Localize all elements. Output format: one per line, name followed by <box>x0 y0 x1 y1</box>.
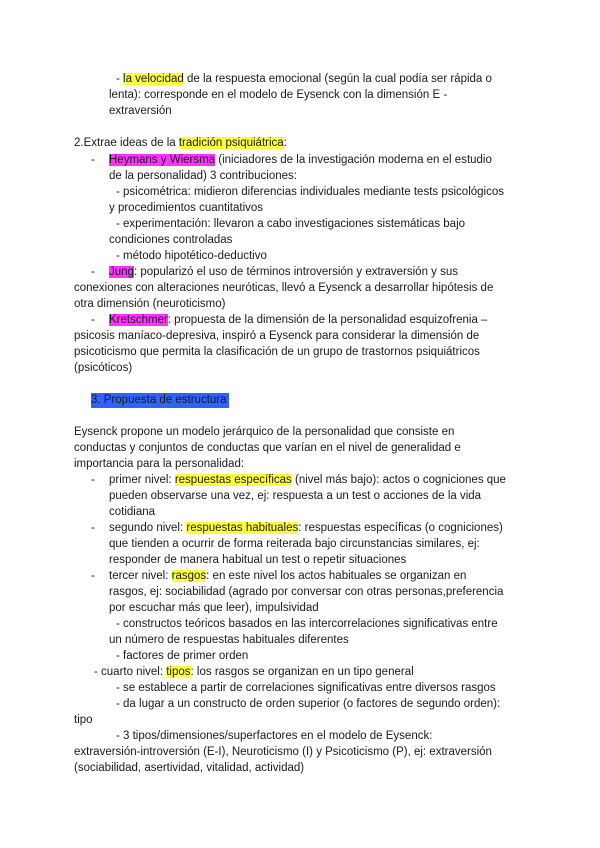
level3-line-3: por escuchar más que leer), impulsividad <box>109 602 319 614</box>
kretschmer-rest: : propuesta de la dimensión de la personalidad esquizofrenia – <box>167 314 488 326</box>
heymans-line <box>109 153 492 168</box>
speed-line-3: extraversión <box>109 105 172 117</box>
level3-line <box>109 569 466 584</box>
level3-highlight: rasgos <box>171 570 207 582</box>
level4-sub3-line-1: - 3 tipos/dimensiones/superfactores en el modelo de Eysenck: <box>116 730 433 742</box>
level4-sub3-line-2: extraversión-introversión (E-I), Neuroticismo (I) y Psicoticismo (P), ej: extraversión <box>74 746 492 758</box>
level3-rest: : en este nivel los actos habituales se organizan en <box>206 570 467 582</box>
level1-prefix: primer nivel: <box>109 474 175 486</box>
jung-line <box>109 265 458 280</box>
jung-line-3: otra dimensión (neuroticismo) <box>74 298 226 310</box>
speed-highlight: la velocidad <box>123 73 184 85</box>
heymans-bullet: - <box>91 154 95 166</box>
level4-sub2-line-1: - da lugar a un constructo de orden superior (o factores de segundo orden): <box>116 698 501 710</box>
level2-bullet: - <box>91 522 95 534</box>
level1-line-2: pueden observarse una vez, ej: respuesta a un test o acciones de la vida <box>109 490 482 502</box>
level1-rest: (nivel más bajo): actos o cogniciones que <box>291 474 506 486</box>
jung-highlight: Jung <box>109 266 134 278</box>
jung-line-2: conexiones con alteraciones neuróticas, llevó a Eysenck a desarrollar hipótesis de <box>74 282 494 294</box>
level4-sub3-line-3: (sociabilidad, asertividad, vitalidad, actividad) <box>74 762 305 774</box>
level4-line <box>94 665 414 680</box>
level3-sub1-line-1: - constructos teóricos basados en las intercorrelaciones significativas entre <box>116 618 498 630</box>
level1-line-3: cotidiana <box>109 506 156 518</box>
kretschmer-line-4: (psicóticos) <box>74 362 133 374</box>
experimentacion-line: - experimentación: llevaron a cabo investigaciones sistemáticas bajo <box>116 218 466 230</box>
kretschmer-line-3: psicoticismo que permita la clasificación de un grupo de trastornos psiquiátricos <box>74 346 480 358</box>
psicometrica-line: - psicométrica: midieron diferencias individuales mediante tests psicológicos <box>116 186 504 198</box>
level2-prefix: segundo nivel: <box>109 522 187 534</box>
level1-line <box>109 473 506 488</box>
jung-rest: : popularizó el uso de términos introversión y extraversión y sus <box>133 266 459 278</box>
level3-prefix: tercer nivel: <box>109 570 172 582</box>
level4-sub1: - se establece a partir de correlaciones significativas entre diversos rasgos <box>116 682 496 694</box>
kretschmer-highlight: Kretschmer <box>109 314 168 326</box>
level2-line-3: responder de manera habitual un test o repetir situaciones <box>109 554 407 566</box>
level2-rest: : respuestas específicas (o cogniciones) <box>298 522 503 534</box>
level4-highlight: tipos <box>166 666 191 678</box>
level4-rest: : los rasgos se organizan en un tipo general <box>190 666 414 678</box>
heymans-line-2: de la personalidad) 3 contribuciones: <box>109 170 297 182</box>
level3-line-2: rasgos, ej: sociabilidad (agrado por conversar con otras personas,preferencia <box>109 586 504 598</box>
level3-bullet: - <box>91 570 95 582</box>
level1-highlight: respuestas específicas <box>174 474 292 486</box>
level2-line <box>109 521 503 536</box>
kretschmer-line <box>109 313 487 328</box>
jung-bullet: - <box>91 266 95 278</box>
level4-sub2-line-2: tipo <box>74 714 93 726</box>
metodo-line: - método hipotético-deductivo <box>116 250 267 262</box>
heymans-rest: (iniciadores de la investigación moderna en el estudio <box>215 154 492 166</box>
section2-heading-prefix: 2.Extrae ideas de la <box>74 137 179 149</box>
kretschmer-bullet: - <box>91 314 95 326</box>
level3-sub1-line-2: un número de respuestas habituales diferentes <box>109 634 349 646</box>
speed-prefix: - <box>116 73 124 85</box>
level3-sub2: - factores de primer orden <box>116 650 249 662</box>
section3-intro-line-3: importancia para la personalidad: <box>74 458 245 470</box>
level2-line-2: que tienden a ocurrir de forma reiterada bajo circunstancias similares, ej: <box>109 538 480 550</box>
level2-highlight: respuestas habituales <box>186 522 299 534</box>
section2-heading-suffix: : <box>283 137 287 149</box>
section3-heading: 3. Propuesta de estructura <box>91 394 227 406</box>
speed-line-2: lenta): corresponde en el modelo de Eysenck con la dimensión E - <box>109 89 448 101</box>
heymans-highlight: Heymans y Wiersma <box>109 154 216 166</box>
section2-heading <box>74 136 287 151</box>
section3-intro-line-2: conductas y conjuntos de conductas que varían en el nivel de generalidad e <box>74 442 461 454</box>
section2-heading-highlight: tradición psiquiátrica <box>178 137 284 149</box>
speed-line <box>116 72 492 87</box>
experimentacion-line-2: condiciones controladas <box>109 234 233 246</box>
kretschmer-line-2: psicosis maníaco-depresiva, inspiró a Eysenck para considerar la dimensión de <box>74 330 480 342</box>
level1-bullet: - <box>91 474 95 486</box>
psicometrica-line-2: y procedimientos cuantitativos <box>109 202 264 214</box>
speed-rest: de la respuesta emocional (según la cual podía ser rápida o <box>183 73 492 85</box>
section3-intro-line-1: Eysenck propone un modelo jerárquico de la personalidad que consiste en <box>74 426 455 438</box>
level4-prefix: - cuarto nivel: <box>94 666 167 678</box>
